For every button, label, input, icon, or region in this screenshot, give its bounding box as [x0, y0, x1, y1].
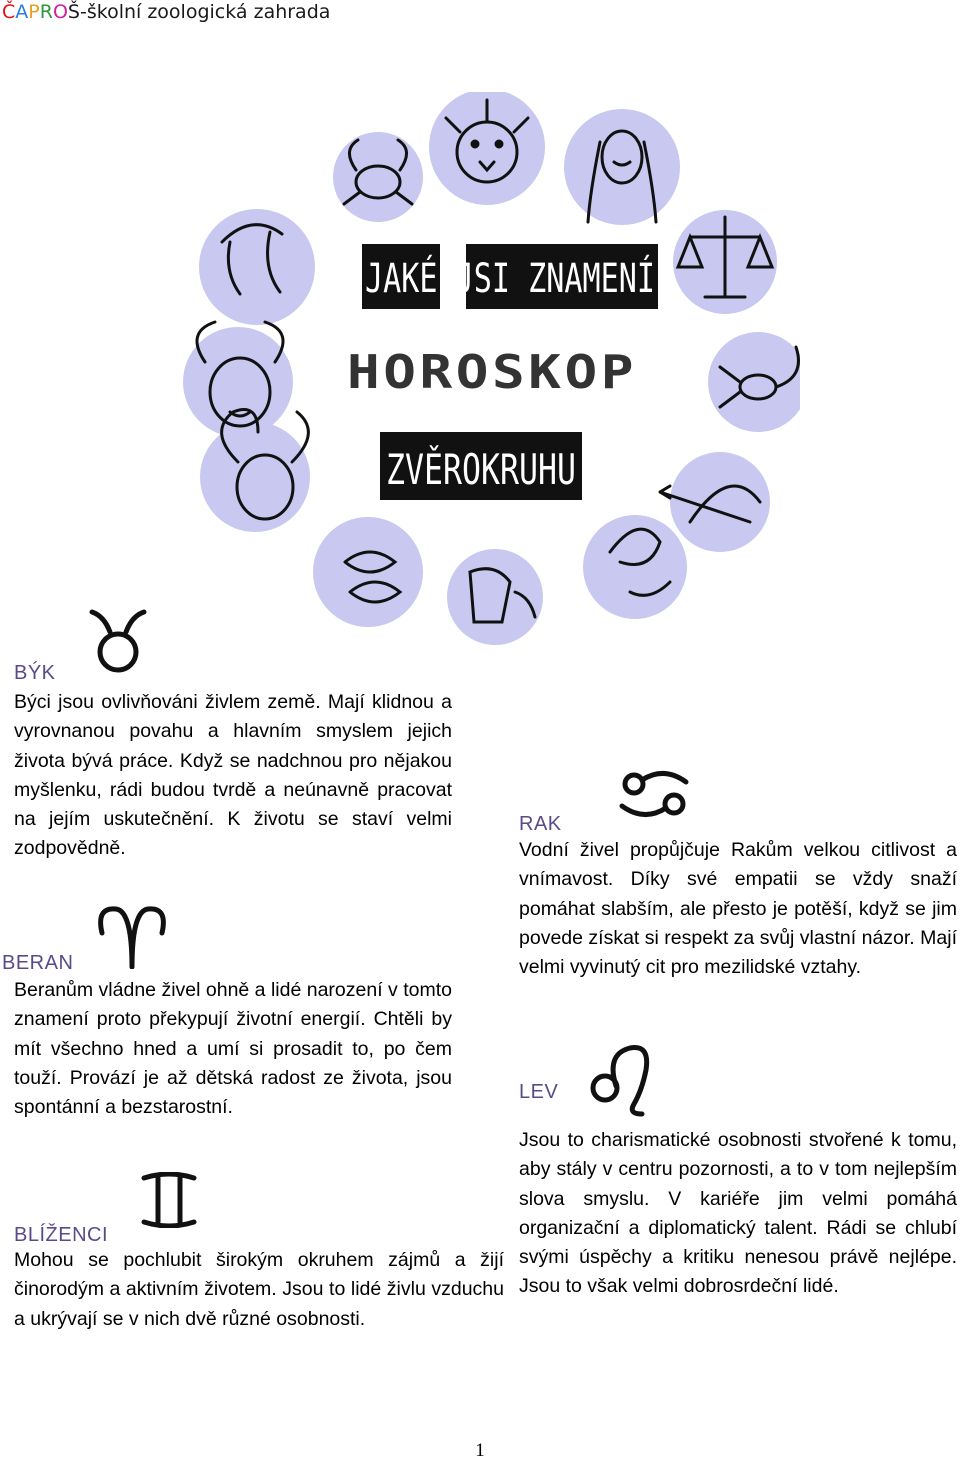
rak-title: RAK	[519, 813, 562, 835]
taurus-bull-circle	[183, 327, 293, 437]
header-letter-p: P	[28, 1, 40, 23]
byk-text: Býci jsou ovlivňováni živlem země. Mají klidnou a vyrovnanou povahu a hlavním smyslem jejich života bývá práce. Když se nadchnou pro nějakou myšlenku, rádi budou tvrdě a neúnavně pracovat na jejím uskutečnění. K životu se staví velmi zodpovědně.	[14, 691, 452, 860]
sagittarius-circle	[670, 452, 770, 552]
aquarius-circle	[447, 549, 543, 645]
virgo-maiden-circle	[564, 109, 680, 225]
beran-text: Beranům vládne živel ohně a lidé narození v tomto znamení proto překypují životní energií. Chtěli by mít všechno hned a umí si prosadit to, po čem touží. Provází je až dětská radost ze života, jsou spontánní a bezstarostní.	[14, 979, 452, 1119]
gemini-twins-circle	[199, 209, 315, 325]
header-letter-r: R	[39, 1, 53, 23]
blizenci-text: Mohou se pochlubit širokým okruhem zájmů a žijí činorodým a aktivním životem. Jsou to lidé živlu vzduchu a ukrývají se v nich dvě různé osobnosti.	[14, 1249, 504, 1330]
lev-text: Jsou to charismatické osobnosti stvořené k tomu, aby stály v centru pozornosti, a to v tom nejlepším slova smyslu. V kariéře jim velmi pomáhá organizační a diplomatický talent. Rádi se chlubí svými úspěchy a kritiku nenesou právě nejlépe. Jsou to však velmi dobrosrdeční lidé.	[519, 1129, 957, 1298]
header-rest: Š-školní zoologická zahrada	[67, 1, 331, 23]
banner-line2: HOROSKOP	[347, 345, 637, 399]
header-letter-c: Č	[2, 1, 16, 23]
banner-line1: JAKÉ JSI ZNAMENÍ	[365, 256, 751, 302]
leo-icon	[588, 1042, 654, 1118]
zodiac-wheel-illustration	[160, 92, 800, 652]
page-number: 1	[475, 1440, 485, 1461]
aries-icon	[96, 903, 168, 969]
cancer-crab-circle	[333, 132, 423, 222]
banner-line3: ZVĚROKRUHU	[386, 445, 639, 494]
byk-title: BÝK	[14, 662, 56, 684]
beran-title: BERAN	[2, 952, 74, 974]
lev-title: LEV	[519, 1081, 559, 1103]
header-letter-o: O	[52, 1, 68, 23]
header-letter-a: A	[15, 1, 29, 23]
page-header	[2, 0, 330, 24]
rak-text: Vodní živel propůjčuje Rakům velkou citlivost a vnímavost. Díky své empatii se vždy snaží pomáhat slabším, ale přesto je potěší, když se jim povede získat si respekt za svůj vlastní názor. Mají velmi vyvinutý cit pro mezilidské vztahy.	[519, 839, 957, 979]
taurus-icon	[88, 606, 150, 674]
cancer-icon	[618, 768, 690, 822]
gemini-icon	[140, 1172, 198, 1228]
blizenci-title: BLÍŽENCI	[14, 1224, 109, 1246]
